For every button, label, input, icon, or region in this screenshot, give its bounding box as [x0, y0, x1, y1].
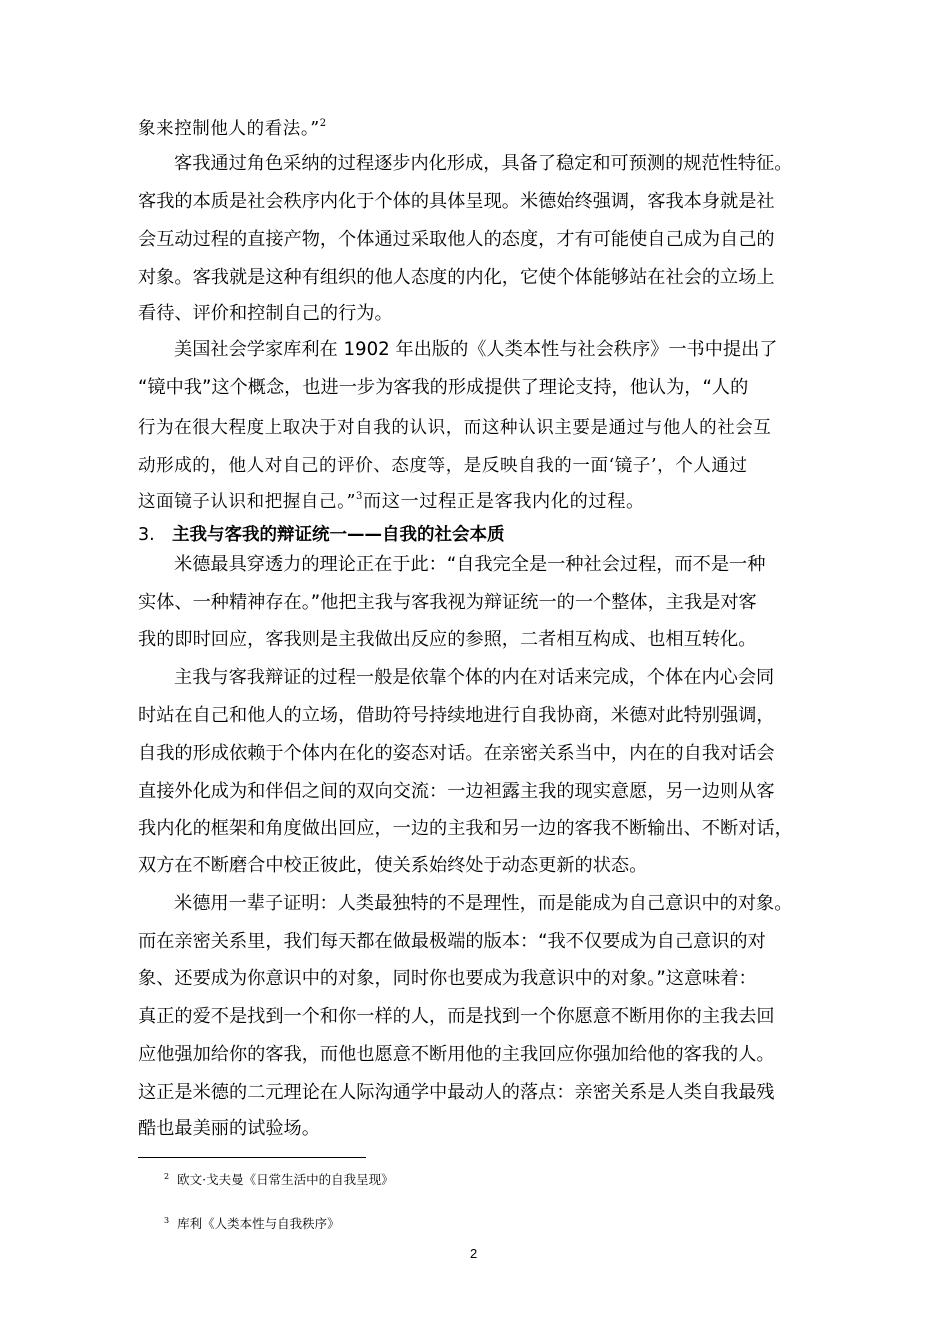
section-heading: [138, 523, 505, 547]
text-line: [138, 1081, 775, 1105]
line-text: 双方在不断磨合中校正彼此，使关系始终处于动态更新的状态。: [138, 855, 648, 876]
text-line: [174, 666, 774, 690]
line-text: 客我的本质是社会秩序内化于个体的具体呈现。米德始终强调，客我本身就是社: [138, 191, 775, 212]
text-line: [138, 117, 327, 141]
text-line: [138, 1043, 775, 1067]
text-line: [138, 416, 772, 440]
text-line: [174, 152, 792, 176]
text-line: [138, 376, 748, 400]
line-text: 看待、评价和控制自己的行为。: [138, 303, 393, 324]
line-text: 行为在很大程度上取决于对自我的认识，而这种认识主要是通过与他人的社会互: [138, 418, 772, 438]
text-line: [138, 854, 647, 878]
text-line: [138, 628, 756, 652]
line-text: 自我的形成依赖于个体内在化的姿态对话。在亲密关系当中，内在的自我对话会: [138, 743, 775, 764]
footnote-text: 库利《人类本性与自我秩序》: [177, 1216, 340, 1231]
line-text: 实体、一种精神存在。”他把主我与客我视为辩证统一的一个整体，主我是对客: [138, 592, 757, 613]
line-text: 动形成的，他人对自己的评价、态度等，是反映自我的一面‘镜子’，个人通过: [138, 456, 748, 476]
line-text: 象来控制他人的看法。”: [138, 119, 320, 139]
text-line: [138, 190, 775, 214]
line-text: 米德用一辈子证明：人类最独特的不是理性，而是能成为自己意识中的对象。: [174, 893, 793, 914]
page-number: 2: [470, 1246, 478, 1261]
footnote-separator: [138, 1157, 366, 1158]
line-text: 直接外化成为和伴侣之间的双向交流：一边袒露主我的现实意愿，另一边则从客: [138, 781, 775, 802]
footnote: [164, 1214, 340, 1232]
line-text: 我的即时回应，客我则是主我做出反应的参照，二者相互构成、也相互转化。: [138, 629, 757, 650]
text-line: [138, 817, 793, 841]
line-text: 真正的爱不是找到一个和你一样的人，而是找到一个你愿意不断用你的主我去回: [138, 1006, 775, 1027]
line-text: 会互动过程的直接产物，个体通过采取他人的态度，才有可能使自己成为自己的: [138, 229, 775, 250]
footnote-mark: 2: [164, 1172, 170, 1181]
section-title: 主我与客我的辩证统一——自我的社会本质: [172, 525, 505, 545]
line-text: 象、还要成为你意识中的对象，同时你也要成为我意识中的对象。”这意味着：: [138, 968, 757, 989]
text-line: [138, 930, 766, 954]
line-text: 时站在自己和他人的立场，借助符号持续地进行自我协商，米德对此特别强调，: [138, 705, 775, 726]
line-text: 对象。客我就是这种有组织的他人态度的内化，它使个体能够站在社会的立场上: [138, 267, 775, 288]
text-line: [138, 302, 393, 326]
line-text-continued: 而这一过程正是客我内化的过程。: [362, 491, 645, 512]
line-text: 米德最具穿透力的理论正在于此：“自我完全是一种社会过程，而不是一种: [174, 554, 766, 575]
footnote-ref[interactable]: 3: [356, 491, 363, 502]
footnote-mark: 3: [164, 1216, 170, 1225]
line-text: 美国社会学家库利在 1902 年出版的《人类本性与社会秩序》一书中提出了: [174, 339, 778, 360]
footnote-text: 欧文·戈夫曼《日常生活中的自我呈现》: [177, 1172, 394, 1187]
footnote: [164, 1170, 394, 1188]
footnote-ref[interactable]: 2: [319, 118, 327, 129]
text-line: [138, 454, 748, 478]
line-text: 客我通过角色采纳的过程逐步内化形成，具备了稳定和可预测的规范性特征。: [174, 153, 793, 174]
text-line: [138, 1117, 320, 1141]
text-line: [138, 1005, 775, 1029]
line-text: 酷也最美丽的试验场。: [138, 1118, 320, 1139]
text-line: [174, 892, 792, 916]
text-line: [138, 490, 645, 514]
section-number: 3.: [138, 525, 155, 545]
line-text: 主我与客我辩证的过程一般是依靠个体的内在对话来完成，个体在内心会同: [174, 667, 775, 688]
line-text: 这正是米德的二元理论在人际沟通学中最动人的落点：亲密关系是人类自我最残: [138, 1082, 775, 1103]
text-line: [138, 780, 775, 804]
line-text: 而在亲密关系里，我们每天都在做最极端的版本：“我不仅要成为自己意识的对: [138, 931, 766, 952]
line-text: “镜中我”这个概念，也进一步为客我的形成提供了理论支持，他认为，“人的: [138, 377, 749, 398]
text-line: [138, 704, 775, 728]
line-text: 应他强加给你的客我，而他也愿意不断用他的主我回应你强加给他的客我的人。: [138, 1044, 775, 1065]
line-text: 我内化的框架和角度做出回应，一边的主我和另一边的客我不断输出、不断对话，: [138, 818, 793, 839]
text-line: [174, 553, 765, 577]
text-line: [138, 228, 775, 252]
text-line: [138, 742, 775, 766]
line-text: 这面镜子认识和把握自己。”: [138, 492, 356, 512]
text-line: [138, 591, 757, 615]
text-line: [174, 338, 777, 362]
text-line: [138, 967, 757, 991]
text-line: [138, 266, 775, 290]
